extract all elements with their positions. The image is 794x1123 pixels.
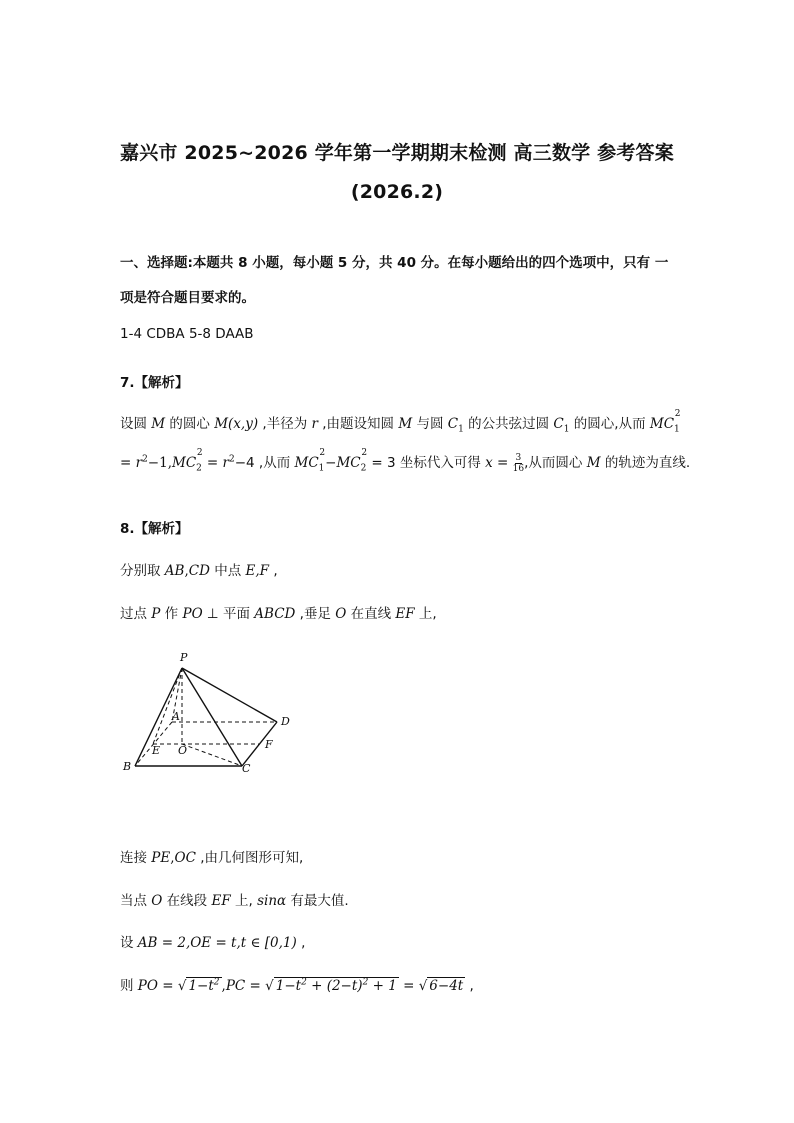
math: = r — [202, 455, 229, 471]
text: 上, — [414, 606, 437, 622]
text: ,由几何图形可知, — [195, 850, 304, 866]
q7-line2 — [120, 448, 691, 474]
radicand: + 1 — [368, 978, 397, 994]
radicand: 1−t — [188, 978, 214, 994]
label-B: B — [123, 760, 132, 773]
math-sin-alpha: sinα — [257, 893, 287, 909]
text: 过点 — [120, 606, 152, 622]
math-CD: CD — [188, 563, 210, 579]
text: 当点 — [120, 893, 152, 909]
math-EF: E,F — [245, 563, 270, 579]
text: 分别取 — [120, 563, 165, 579]
pyramid-figure — [120, 648, 300, 778]
math-EF: EF — [211, 893, 231, 909]
q8-line3: 连接 PE,OC ,由几何图形可知, — [120, 850, 304, 866]
edge-PD — [182, 668, 277, 722]
section-heading-line1: 一、选择题:本题共 8 小题，每小题 5 分，共 40 分。在每小题给出的四个选项中，只有 一 — [120, 255, 669, 271]
math-M: M — [398, 416, 413, 432]
text: 的公共弦过圆 — [463, 416, 554, 432]
text: 中点 — [209, 563, 246, 579]
subscript: 1 — [458, 424, 464, 435]
math-PE: PE — [151, 850, 171, 866]
label-C: C — [242, 762, 251, 775]
math-C: C — [447, 416, 459, 432]
superscript: 2 — [228, 454, 235, 465]
text: , — [465, 978, 474, 994]
label-P: P — [180, 651, 188, 664]
superscript: 2 — [674, 409, 681, 419]
superscript: 2 — [319, 448, 326, 458]
q8-line5 — [120, 931, 305, 951]
text: ,垂足 — [295, 606, 336, 622]
math-PO: PO = — [137, 978, 178, 994]
segment-OC — [182, 744, 242, 766]
sqrt-1: √ $1-t^2$ — [177, 977, 220, 994]
superscript: 2 — [142, 454, 148, 465]
math-MC: MC — [172, 455, 197, 471]
q8-line1: 分别取 AB,CD 中点 E,F , — [120, 563, 278, 579]
math-PC: PC = — [225, 978, 266, 994]
text: 的圆心 — [165, 416, 215, 432]
edge-PC — [182, 668, 242, 766]
math-r: r — [311, 416, 318, 432]
radicand: 1−t — [275, 978, 302, 994]
text: ,半径为 — [258, 416, 312, 432]
fraction — [513, 453, 524, 474]
subscript: 2 — [360, 463, 367, 474]
label-D: D — [281, 715, 290, 728]
math-Mxy: M(x,y) — [214, 416, 259, 432]
math-P: P — [151, 606, 161, 622]
sqrt-3: √ 6−4t — [418, 978, 464, 994]
text: 在线段 — [162, 893, 212, 909]
text: 则 — [120, 978, 138, 994]
text: ,从而圆心 — [524, 455, 587, 471]
text: = 3 坐标代入可得 — [367, 455, 486, 471]
superscript: 2 — [361, 448, 368, 458]
math-M: M — [151, 416, 166, 432]
math: = r — [120, 455, 143, 471]
sqrt-2: √ $1-t^2 + (2-t)^2 + 1$ — [265, 977, 397, 994]
document-date: (2026.2) — [350, 181, 444, 203]
text: 有最大值. — [286, 893, 349, 909]
math-C: C — [553, 416, 564, 432]
math-O: O — [335, 606, 347, 622]
label-A: A — [172, 710, 180, 723]
math: − — [325, 455, 337, 471]
math-PO: PO — [182, 606, 203, 622]
q8-label: 8.【解析】 — [120, 521, 189, 537]
text: ⊥ 平面 — [202, 606, 255, 622]
text: −4 ,从而 — [234, 455, 295, 471]
math: −1, — [147, 455, 172, 471]
text: 设 — [120, 935, 138, 951]
text: 的圆心,从而 — [569, 416, 650, 432]
answer-key: 1-4 CDBA 5-8 DAAB — [120, 326, 254, 342]
math-x: x — [485, 455, 493, 471]
math: = — [492, 455, 513, 471]
math-OC: OC — [174, 850, 196, 866]
q8-line6: 则 PO = √ $1-t^2$ ,PC = √ $1-t^2 + (2-t)^2 + 1$ = √ 6−4t , — [120, 977, 474, 994]
math-MC: MC — [649, 416, 675, 432]
label-O: O — [178, 744, 188, 757]
text: 上, — [230, 893, 258, 909]
math-AB: AB — [164, 563, 185, 579]
numerator: 3 — [515, 452, 522, 463]
segment-PE — [153, 668, 182, 744]
text: 设圆 — [120, 416, 152, 432]
text: 的轨迹为直线. — [600, 455, 691, 471]
radicand: + (2−t) — [306, 978, 363, 994]
q7-label: 7.【解析】 — [120, 375, 189, 391]
math-EF: EF — [395, 606, 415, 622]
subscript: 2 — [196, 463, 202, 474]
q8-line2 — [120, 602, 437, 622]
superscript: 2 — [196, 448, 203, 458]
text: 作 — [160, 606, 183, 622]
subscript: 1 — [563, 424, 570, 435]
text: 与圆 — [412, 416, 448, 432]
denominator: 16 — [512, 463, 525, 474]
math-expression: AB = 2,OE = t,t ∈ [0,1) — [137, 935, 297, 951]
section-heading-line2: 项是符合题目要求的。 — [120, 290, 255, 306]
superscript: 2 — [213, 977, 220, 988]
document-title: 嘉兴市 2025~2026 学年第一学期期末检测 高三数学 参考答案 — [120, 142, 674, 164]
math-O: O — [151, 893, 163, 909]
text: 连接 — [120, 850, 152, 866]
label-F: F — [265, 738, 273, 751]
subscript: 1 — [318, 463, 325, 474]
math-MC: MC — [336, 455, 361, 471]
superscript: 2 — [301, 977, 307, 988]
math-M: M — [586, 455, 601, 471]
math: = — [398, 978, 419, 994]
q8-line4 — [120, 889, 349, 909]
label-E: E — [152, 744, 161, 757]
radicand: 6−4t — [429, 978, 464, 994]
text: 在直线 — [346, 606, 396, 622]
superscript: 2 — [362, 977, 369, 988]
math-ABCD: ABCD — [254, 606, 296, 622]
math-MC: MC — [294, 455, 319, 471]
text: , — [269, 563, 278, 579]
text: ,由题设知圆 — [317, 416, 399, 432]
text: , — [296, 935, 306, 951]
subscript: 1 — [674, 424, 680, 435]
q7-line1 — [120, 409, 681, 435]
